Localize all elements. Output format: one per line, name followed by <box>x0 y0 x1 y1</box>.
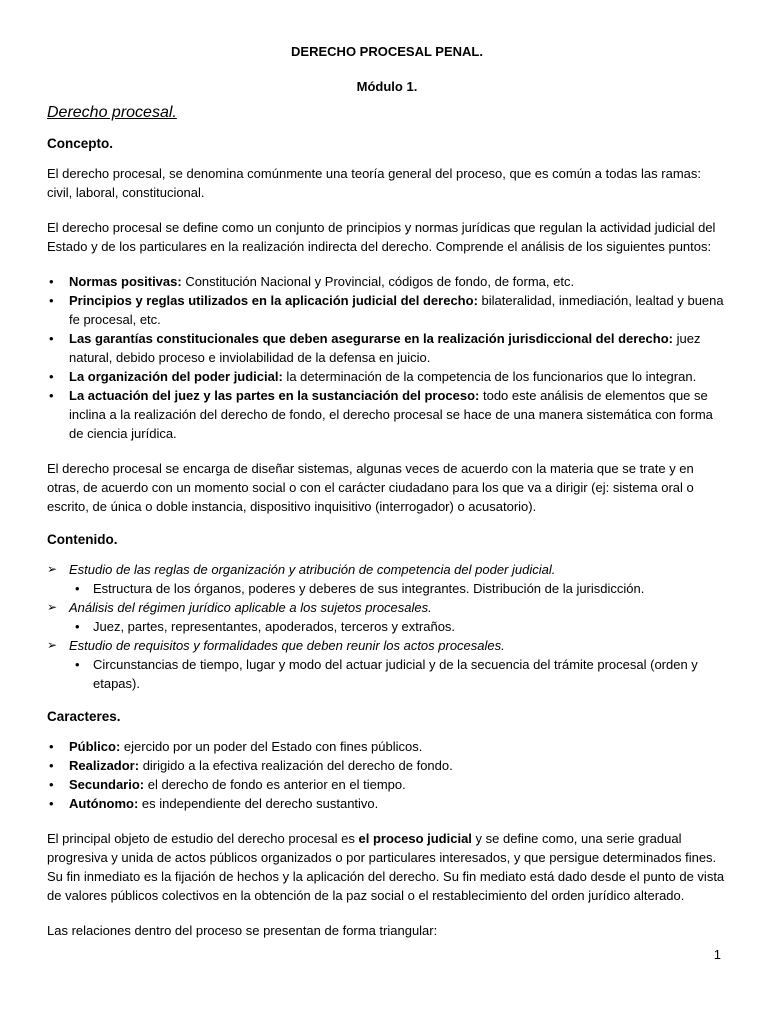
concepto-list <box>47 272 727 443</box>
bullet-icon: • <box>75 581 80 596</box>
concepto-paragraph-2: El derecho procesal se define como un conjunto de principios y normas jurídicas que regulan la actividad judicial del Estado y de los particulares en la realización indirecta del derecho. Comprende el análisis de los siguientes puntos: <box>47 220 716 254</box>
bullet-icon: • <box>49 369 54 384</box>
list-item: • Principios y reglas utilizados en la aplicación judicial del derecho: bilateralidad, inmediación, lealtad y buena fe procesal, etc. <box>49 293 724 327</box>
document-title: DERECHO PROCESAL PENAL. <box>291 44 483 59</box>
concepto-paragraph-3: El derecho procesal se encarga de diseñar sistemas, algunas veces de acuerdo con la materia que se trate y en otras, de acuerdo con un momento social o con el carácter ciudadano para los que va a dirigir (ej: sistema oral o escrito, de única o doble instancia, dispositivo inquisitivo (interrogador) o acusatorio). <box>47 461 694 514</box>
sub-list-item: • Circunstancias de tiempo, lugar y modo del actuar judicial y de la secuencia del trámite procesal (orden y etapas). <box>75 657 698 691</box>
bullet-icon: • <box>49 331 54 346</box>
sub-list-item: • Juez, partes, representantes, apoderados, terceros y extraños. <box>75 619 456 634</box>
contenido-list <box>47 560 727 693</box>
arrow-icon: ➢ <box>47 638 58 652</box>
bullet-icon: • <box>49 777 54 792</box>
caracteres-heading: Caracteres. <box>47 709 121 724</box>
bullet-icon: • <box>49 739 54 754</box>
section-title: Derecho procesal. <box>47 104 177 121</box>
list-item: • Realizador: dirigido a la efectiva realización del derecho de fondo. <box>49 758 453 773</box>
list-item: • La actuación del juez y las partes en la sustanciación del proceso: todo este análisis de elementos que se inclina a la realización del derecho de fondo, el derecho procesal se hace de una manera sistemática con forma de ciencia jurídica. <box>49 388 713 441</box>
proceso-paragraph: El principal objeto de estudio del derecho procesal es el proceso judicial y se define como, una serie gradual progresiva y unida de actos públicos organizados o por particulares interesados, y que persigue determinados fines. Su fin inmediato es la fijación de hechos y la aplicación del derecho. Su fin mediato está dado desde el punto de vista de valores públicos colectivos en la obtención de la paz social o el restablecimiento del orden jurídico alterado. <box>47 831 725 903</box>
list-item: • Público: ejercido por un poder del Estado con fines públicos. <box>49 739 423 754</box>
bullet-icon: • <box>49 274 54 289</box>
document-page <box>47 44 727 956</box>
bullet-icon: • <box>49 758 54 773</box>
list-item: • Secundario: el derecho de fondo es anterior en el tiempo. <box>49 777 406 792</box>
bullet-icon: • <box>49 293 54 308</box>
concepto-heading: Concepto. <box>47 136 113 151</box>
list-item: ➢ Estudio de requisitos y formalidades que deben reunir los actos procesales. • Circunstancias de tiempo, lugar y modo del actuar judicial y de la secuencia del trámite procesal (orden y etapas). <box>47 636 727 693</box>
page-number: 1 <box>713 947 721 962</box>
bullet-icon: • <box>49 388 54 403</box>
bullet-icon: • <box>75 657 80 672</box>
arrow-icon: ➢ <box>47 562 58 576</box>
arrow-icon: ➢ <box>47 600 58 614</box>
list-item: • Normas positivas: Constitución Nacional y Provincial, códigos de fondo, de forma, etc. <box>49 274 575 289</box>
sub-list-item: • Estructura de los órganos, poderes y deberes de sus integrantes. Distribución de la jurisdicción. <box>75 581 645 596</box>
list-item: • La organización del poder judicial: la determinación de la competencia de los funcionarios que lo integran. <box>49 369 697 384</box>
module-title: Módulo 1. <box>356 79 418 94</box>
contenido-heading: Contenido. <box>47 532 118 547</box>
bullet-icon: • <box>49 796 54 811</box>
list-item: ➢ Análisis del régimen jurídico aplicable a los sujetos procesales. • Juez, partes, representantes, apoderados, terceros y extraños. <box>47 598 727 636</box>
list-item: • Las garantías constitucionales que deben asegurarse en la realización jurisdiccional del derecho: juez natural, debido proceso e inviolabilidad de la defensa en juicio. <box>49 331 701 365</box>
relaciones-paragraph: Las relaciones dentro del proceso se presentan de forma triangular: <box>47 923 438 938</box>
concepto-paragraph-1: El derecho procesal, se denomina comúnmente una teoría general del proceso, que es común a todas las ramas: civil, laboral, constitucional. <box>47 166 701 200</box>
bullet-icon: • <box>75 619 80 634</box>
caracteres-list <box>47 737 727 813</box>
list-item: ➢ Estudio de las reglas de organización y atribución de competencia del poder judicial. • Estructura de los órganos, poderes y deberes de sus integrantes. Distribución de la jurisdicción. <box>47 560 727 598</box>
list-item: • Autónomo: es independiente del derecho sustantivo. <box>49 796 379 811</box>
